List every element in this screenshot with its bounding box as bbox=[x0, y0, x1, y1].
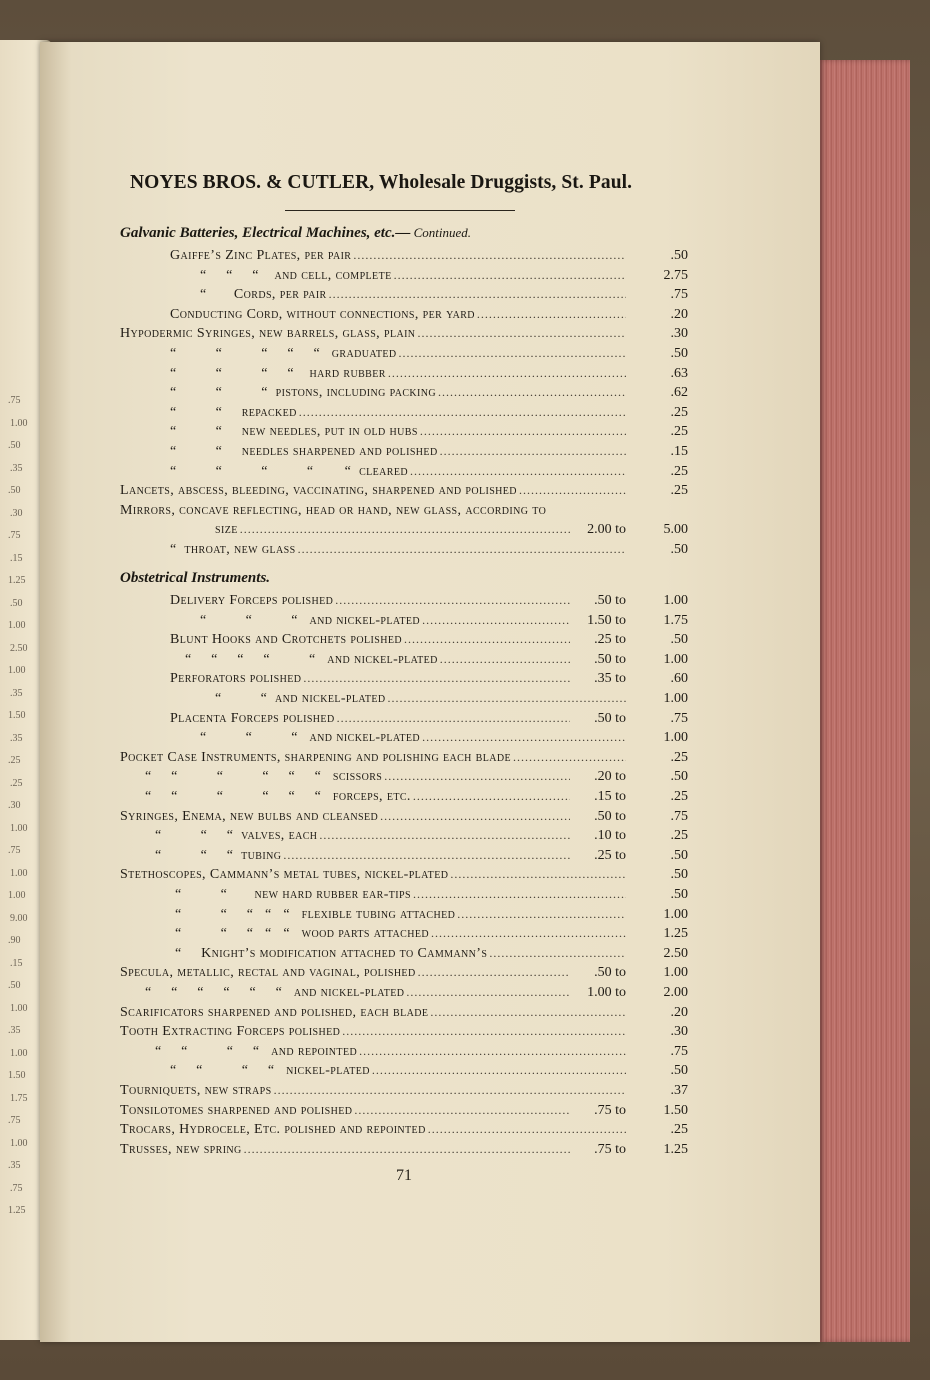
list-item bbox=[0, 1042, 930, 1061]
item-description: “ “ “ and nickel-plated bbox=[200, 730, 421, 746]
price: .50 bbox=[670, 867, 688, 883]
leader-dots bbox=[283, 846, 570, 865]
section-title: Galvanic Batteries, Electrical Machines, etc.— Continued. bbox=[120, 225, 472, 241]
leader-dots bbox=[388, 689, 626, 708]
facing-page-number: .15 bbox=[10, 957, 23, 969]
item-description: “ “ “ “ and repointed bbox=[155, 1043, 358, 1059]
item-description: Scarificators sharpened and polished, each blade bbox=[120, 1004, 429, 1020]
list-item bbox=[0, 481, 930, 500]
item-description: “ “ “ “ “ wood parts attached bbox=[175, 926, 429, 942]
price: .63 bbox=[670, 365, 688, 381]
facing-page-number: 1.00 bbox=[10, 1047, 28, 1059]
item-description: “ Cords, per pair bbox=[200, 287, 327, 303]
list-item bbox=[0, 591, 930, 610]
leader-dots bbox=[413, 885, 626, 904]
facing-page-number: .35 bbox=[8, 1160, 21, 1171]
facing-page-number: .15 bbox=[10, 552, 23, 564]
price: .50 bbox=[670, 346, 688, 361]
price: .50 bbox=[670, 887, 688, 902]
list-item bbox=[0, 1081, 930, 1100]
list-item bbox=[0, 462, 930, 481]
leader-dots bbox=[335, 591, 570, 610]
list-item bbox=[0, 383, 930, 402]
leader-dots bbox=[420, 422, 626, 441]
price: 1.00 bbox=[663, 593, 688, 608]
item-description: Specula, metallic, rectal and vaginal, polished bbox=[120, 965, 416, 981]
price-from: .25 to bbox=[594, 847, 626, 863]
price: .50 bbox=[670, 248, 688, 263]
leader-dots bbox=[450, 865, 626, 884]
item-description: Tourniquets, new straps bbox=[120, 1083, 272, 1098]
leader-dots bbox=[519, 481, 626, 500]
leader-dots bbox=[394, 266, 626, 285]
leader-dots bbox=[342, 1022, 626, 1041]
list-item bbox=[0, 442, 930, 461]
price: .25 bbox=[670, 463, 688, 479]
price: .75 bbox=[670, 1043, 688, 1059]
price: .20 bbox=[670, 1004, 688, 1020]
price: 2.50 bbox=[663, 945, 688, 961]
list-item bbox=[0, 305, 930, 324]
price-from: 2.00 to bbox=[587, 522, 626, 538]
item-description: Gaiffe’s Zinc Plates, per pair bbox=[170, 248, 352, 263]
price-from: 1.50 to bbox=[587, 612, 626, 628]
leader-dots bbox=[418, 963, 570, 982]
list-item bbox=[0, 324, 930, 343]
item-description: Perforators polished bbox=[170, 671, 302, 687]
item-description: Conducting Cord, without connections, per yard bbox=[170, 306, 475, 322]
facing-page-number: 1.00 bbox=[10, 867, 28, 879]
price-from: .50 to bbox=[594, 808, 626, 824]
item-description: “ “ “ “ hard rubber bbox=[170, 365, 386, 381]
price-from: .15 to bbox=[594, 789, 626, 804]
item-description: “ “ “ “ “ “ and nickel-plated bbox=[145, 985, 405, 1000]
price: .25 bbox=[670, 789, 688, 804]
leader-dots bbox=[513, 748, 626, 767]
price: 1.25 bbox=[663, 926, 688, 942]
facing-page-number: .35 bbox=[8, 1025, 21, 1036]
leader-dots bbox=[372, 1061, 626, 1080]
price: .50 bbox=[670, 1063, 688, 1079]
header-rule bbox=[285, 210, 515, 211]
item-description: “ “ needles sharpened and polished bbox=[170, 444, 438, 459]
leader-dots bbox=[422, 728, 626, 747]
list-item bbox=[0, 865, 930, 884]
facing-page-number: 1.00 bbox=[10, 822, 28, 834]
leader-dots bbox=[489, 944, 626, 963]
price: .75 bbox=[670, 710, 688, 726]
facing-page-number: .35 bbox=[10, 462, 23, 474]
item-description: “ “ new hard rubber ear-tips bbox=[175, 887, 411, 902]
list-item bbox=[0, 1003, 930, 1022]
item-description: “ throat, new glass bbox=[170, 542, 296, 557]
price-from: .25 to bbox=[594, 632, 626, 648]
facing-page-number: 1.00 bbox=[10, 1137, 28, 1149]
facing-page-number: .30 bbox=[10, 507, 23, 519]
price: .15 bbox=[670, 444, 688, 459]
leader-dots bbox=[428, 1120, 626, 1139]
facing-page-number: .75 bbox=[8, 845, 21, 856]
list-item bbox=[0, 944, 930, 963]
item-description: Syringes, Enema, new bulbs and cleansed bbox=[120, 808, 379, 824]
facing-page-number: .35 bbox=[10, 687, 23, 699]
facing-page-number: .35 bbox=[10, 732, 23, 744]
leader-dots bbox=[303, 669, 570, 688]
price: 1.00 bbox=[663, 651, 688, 667]
list-item bbox=[0, 422, 930, 441]
list-item bbox=[0, 1101, 930, 1120]
price: .25 bbox=[670, 424, 688, 440]
facing-page-number: .50 bbox=[8, 980, 21, 991]
leader-dots bbox=[477, 305, 626, 324]
list-item bbox=[0, 1137, 930, 1159]
list-item bbox=[0, 403, 930, 422]
facing-page-number: .25 bbox=[10, 777, 23, 789]
leader-dots bbox=[384, 767, 570, 786]
leader-dots bbox=[431, 924, 626, 943]
price: .30 bbox=[670, 326, 688, 342]
list-item bbox=[0, 246, 930, 265]
item-description: “ “ new needles, put in old hubs bbox=[170, 424, 418, 440]
facing-page-number: 1.25 bbox=[8, 1205, 26, 1216]
price: .30 bbox=[670, 1024, 688, 1040]
price: 1.00 bbox=[663, 691, 688, 706]
item-description: “ “ “ “ “ graduated bbox=[170, 346, 397, 361]
item-description: Placenta Forceps polished bbox=[170, 710, 335, 726]
item-description: “ “ “ and cell, complete bbox=[200, 267, 392, 283]
list-item bbox=[0, 807, 930, 826]
price: 1.00 bbox=[663, 730, 688, 746]
list-item bbox=[0, 846, 930, 865]
list-item bbox=[0, 669, 930, 688]
leader-dots bbox=[337, 709, 570, 728]
leader-dots bbox=[274, 1081, 626, 1100]
leader-dots bbox=[417, 324, 626, 343]
price: 1.00 bbox=[663, 906, 688, 922]
leader-dots bbox=[438, 383, 626, 402]
list-item bbox=[0, 266, 930, 285]
facing-page-number: 1.75 bbox=[10, 1092, 28, 1104]
item-description: Pocket Case Instruments, sharpening and polishing each blade bbox=[120, 749, 512, 765]
item-description: size bbox=[215, 522, 238, 538]
price: 5.00 bbox=[663, 522, 688, 538]
price: 2.00 bbox=[663, 985, 688, 1000]
facing-page-number: 1.50 bbox=[8, 710, 26, 721]
list-item bbox=[0, 650, 930, 669]
facing-page-number: 1.00 bbox=[8, 620, 26, 631]
facing-page-number: 9.00 bbox=[10, 912, 28, 924]
leader-dots bbox=[353, 246, 626, 265]
leader-dots bbox=[354, 1101, 570, 1120]
price-from: .50 to bbox=[594, 710, 626, 726]
facing-page-number: .50 bbox=[8, 440, 21, 451]
item-description: Tooth Extracting Forceps polished bbox=[120, 1024, 341, 1040]
price: .50 bbox=[670, 632, 688, 648]
leader-dots bbox=[422, 611, 570, 630]
leader-dots bbox=[388, 364, 626, 383]
list-item bbox=[0, 709, 930, 728]
item-description: Trocars, Hydrocele, Etc. polished and repointed bbox=[120, 1122, 426, 1138]
leader-dots bbox=[298, 540, 626, 559]
price: .60 bbox=[670, 671, 688, 687]
leader-dots bbox=[398, 344, 626, 363]
price: .50 bbox=[670, 847, 688, 863]
page-number: 71 bbox=[396, 1167, 412, 1184]
list-item bbox=[0, 285, 930, 304]
item-description: Hypodermic Syringes, new barrels, glass, plain bbox=[120, 326, 416, 342]
list-item bbox=[0, 1120, 930, 1139]
price: 1.50 bbox=[663, 1102, 688, 1118]
price: .25 bbox=[670, 404, 688, 420]
item-description: “ “ “ “ “ “ scissors bbox=[145, 769, 383, 785]
facing-page-number: 2.50 bbox=[10, 642, 28, 654]
list-item bbox=[0, 364, 930, 383]
price: .25 bbox=[670, 483, 688, 499]
leader-dots bbox=[404, 630, 570, 649]
price: .20 bbox=[670, 306, 688, 322]
list-item bbox=[0, 540, 930, 559]
list-item bbox=[0, 611, 930, 630]
facing-page-number: 1.50 bbox=[8, 1070, 26, 1081]
item-description: “ Knight’s modification attached to Cammann’s bbox=[175, 945, 488, 961]
price: 2.75 bbox=[663, 267, 688, 283]
leader-dots bbox=[319, 826, 570, 845]
price: .62 bbox=[670, 385, 688, 401]
facing-page-number: .75 bbox=[10, 1182, 23, 1194]
price-from: .75 to bbox=[594, 1141, 626, 1157]
price: .25 bbox=[670, 749, 688, 765]
leader-dots bbox=[440, 650, 570, 669]
list-item bbox=[0, 520, 930, 539]
price-from: .20 to bbox=[594, 769, 626, 785]
price: .50 bbox=[670, 769, 688, 785]
facing-page-number: .25 bbox=[8, 755, 21, 766]
leader-dots bbox=[406, 983, 570, 1002]
section-title: Obstetrical Instruments. bbox=[120, 570, 271, 586]
price-from: .50 to bbox=[594, 593, 626, 608]
facing-page-number: .30 bbox=[8, 800, 21, 811]
leader-dots bbox=[299, 403, 626, 422]
facing-page-number: 1.00 bbox=[8, 665, 26, 676]
leader-dots bbox=[244, 1140, 570, 1159]
list-item bbox=[0, 963, 930, 982]
price: .25 bbox=[670, 1122, 688, 1138]
item-description: “ “ and nickel-plated bbox=[215, 691, 386, 706]
facing-page-number: 1.00 bbox=[10, 1002, 28, 1014]
list-item bbox=[0, 344, 930, 363]
leader-dots bbox=[359, 1042, 626, 1061]
price: .75 bbox=[670, 287, 688, 303]
price: .50 bbox=[670, 542, 688, 557]
list-item bbox=[0, 905, 930, 924]
item-description: “ “ repacked bbox=[170, 404, 297, 420]
price: 1.75 bbox=[663, 612, 688, 628]
item-description: “ “ “ “ nickel-plated bbox=[170, 1063, 370, 1079]
list-item bbox=[0, 689, 930, 708]
facing-page-number: .50 bbox=[8, 485, 21, 496]
price: .75 bbox=[670, 808, 688, 824]
item-description: “ “ “ and nickel-plated bbox=[200, 612, 421, 628]
item-description: Trusses, new spring bbox=[120, 1141, 242, 1157]
list-item bbox=[0, 1022, 930, 1041]
item-description: “ “ “ “ “ cleared bbox=[170, 463, 408, 479]
item-description: Stethoscopes, Cammann’s metal tubes, nickel-plated bbox=[120, 867, 449, 883]
leader-dots bbox=[413, 787, 570, 806]
price-from: .50 to bbox=[594, 965, 626, 981]
facing-page-number: 1.00 bbox=[10, 417, 28, 429]
item-description: “ “ “ “ “ “ forceps, etc. bbox=[145, 789, 411, 804]
price: .25 bbox=[670, 828, 688, 844]
item-description: “ “ “ “ “ flexible tubing attached bbox=[175, 906, 456, 922]
page-header: NOYES BROS. & CUTLER, Wholesale Druggists, St. Paul. bbox=[130, 172, 633, 193]
list-item bbox=[0, 767, 930, 786]
list-item bbox=[0, 501, 930, 520]
item-description: “ “ “ tubing bbox=[155, 847, 282, 863]
item-description: “ “ “ pistons, including packing bbox=[170, 385, 437, 401]
item-description: Blunt Hooks and Crotchets polished bbox=[170, 632, 402, 648]
facing-page-number: .75 bbox=[8, 530, 21, 541]
item-description: Tonsilotomes sharpened and polished bbox=[120, 1102, 353, 1118]
list-item bbox=[0, 748, 930, 767]
leader-dots bbox=[410, 462, 626, 481]
price: 1.25 bbox=[663, 1141, 688, 1157]
price-from: .35 to bbox=[594, 671, 626, 687]
facing-page-number: .75 bbox=[8, 395, 21, 406]
list-item bbox=[0, 630, 930, 649]
price-from: .75 to bbox=[594, 1102, 626, 1118]
list-item bbox=[0, 1061, 930, 1080]
item-description: “ “ “ valves, each bbox=[155, 828, 318, 844]
leader-dots bbox=[329, 285, 626, 304]
facing-page-number: 1.25 bbox=[8, 575, 26, 586]
item-description: Lancets, abscess, bleeding, vaccinating, sharpened and polished bbox=[120, 483, 517, 499]
list-item bbox=[0, 826, 930, 845]
price: 1.00 bbox=[663, 965, 688, 981]
facing-page-number: .50 bbox=[10, 597, 23, 609]
list-item bbox=[0, 885, 930, 904]
facing-page-number: .90 bbox=[8, 935, 21, 946]
facing-page-number: .75 bbox=[8, 1115, 21, 1126]
item-description: Delivery Forceps polished bbox=[170, 593, 334, 608]
leader-dots bbox=[380, 807, 570, 826]
price-from: .50 to bbox=[594, 651, 626, 667]
list-item bbox=[0, 787, 930, 806]
price-from: .10 to bbox=[594, 828, 626, 844]
list-item bbox=[0, 728, 930, 747]
item-description: Mirrors, concave reflecting, head or hand, new glass, according to bbox=[120, 502, 547, 518]
list-item bbox=[0, 983, 930, 1002]
price: .37 bbox=[670, 1083, 688, 1098]
facing-page-number: 1.00 bbox=[8, 890, 26, 901]
price-from: 1.00 to bbox=[587, 985, 626, 1000]
leader-dots bbox=[240, 520, 570, 539]
leader-dots bbox=[440, 442, 626, 461]
list-item bbox=[0, 924, 930, 943]
item-description: “ “ “ “ “ and nickel-plated bbox=[185, 651, 438, 667]
leader-dots bbox=[430, 1003, 626, 1022]
leader-dots bbox=[457, 905, 626, 924]
